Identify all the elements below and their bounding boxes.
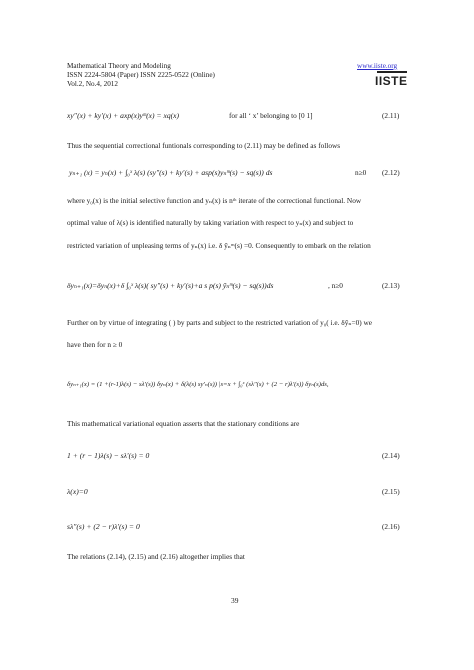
paragraph-3-line-2: have then for n ≥ 0 — [67, 340, 123, 349]
equation-2-12-number: (2.12) — [382, 168, 400, 177]
equation-2-16: sλ″(s) + (2 − r)λ′(s) = 0 — [67, 522, 140, 531]
paragraph-2-line-3: restricted variation of unpleasing terms of yₙ(x) i.e. δ ỹₙᵐ(s) =0. Consequently to embark on the relation — [67, 241, 371, 250]
paragraph-3-line-1: Further on by virtue of integrating ( ) by parts and subject to the restricted variation of y₀( i.e. δỹₙ=0) we — [67, 318, 373, 327]
equation-2-12-condition: n≥0 — [355, 168, 367, 177]
equation-2-13: δyₙ₊₁(x)=δyₙ(x)+δ ∫₀ˣ λ(s)( sy″(s) + ky′(s)+a s p(s) ỹₙᵐ(s) − sq(s))ds — [67, 281, 274, 290]
equation-2-14: 1 + (r − 1)λ(s) − sλ′(s) = 0 — [67, 451, 150, 460]
iiste-logo-text: IISTE — [375, 74, 408, 88]
issn-line: ISSN 2224-5804 (Paper) ISSN 2225-0522 (Online) — [67, 71, 215, 79]
equation-2-12: yₙ₊₁ (x) = yₙ(x) + ∫₀ˣ λ(s) (sy″(s) + ky′(s) + asp(s)yₙᵐ(s) − sq(s)) ds — [69, 168, 273, 177]
volume-line: Vol.2, No.4, 2012 — [67, 80, 118, 88]
variational-equation: δyₙ₊₁(x) = (1 +(r-1)λ(s) − sλ′(s)) δyₙ(x) + δ(λ(s) sy′ₙ(s)) |s=x + ∫₀ˣ (sλ″(s) + (2 − r)λ′(s)) δyₙ(s)ds, — [67, 381, 329, 388]
equation-2-11-condition: for all ‘ x’ belonging to [0 1] — [229, 111, 313, 120]
paragraph-2-line-1: where y₀(x) is the initial selective function and yₙ(x) is nᵗʰ iterate of the correctional functional. Now — [67, 196, 362, 205]
equation-2-15-number: (2.15) — [382, 487, 400, 496]
equation-2-16-number: (2.16) — [382, 522, 400, 531]
paragraph-5: The relations (2.14), (2.15) and (2.16) altogether implies that — [67, 552, 245, 561]
equation-2-15: λ(x)=0 — [67, 487, 88, 496]
equation-2-11-number: (2.11) — [382, 111, 400, 120]
paragraph-4: This mathematical variational equation asserts that the stationary conditions are — [67, 419, 300, 428]
equation-2-13-condition: , n≥0 — [328, 281, 343, 290]
journal-name: Mathematical Theory and Modeling — [67, 62, 171, 70]
equation-2-14-number: (2.14) — [382, 451, 400, 460]
iiste-logo — [375, 71, 415, 89]
equation-2-11: xy′′(x) + ky′(x) + axp(x)yᵐ(x) = xq(x) — [67, 111, 180, 120]
paragraph-2-line-2: optimal value of λ(s) is identified naturally by taking variation with respect to yₙ(x) and subject to — [67, 218, 354, 227]
equation-2-13-number: (2.13) — [382, 281, 400, 290]
logo-bar — [377, 71, 407, 73]
paragraph-1: Thus the sequential correctional funtionals corresponding to (2.11) may be defined as follows — [67, 141, 341, 150]
page-number: 39 — [231, 596, 239, 605]
website-link[interactable]: www.iiste.org — [357, 62, 398, 70]
